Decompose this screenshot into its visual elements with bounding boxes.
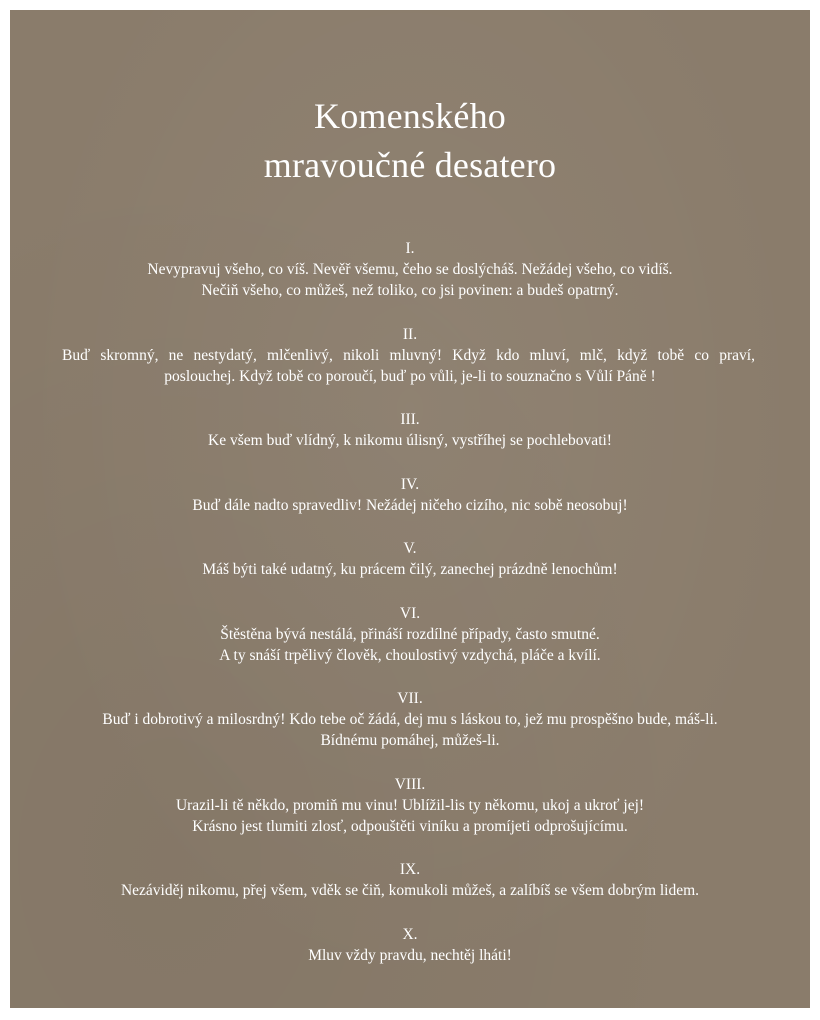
page-title	[10, 92, 810, 190]
commandment-list	[10, 238, 810, 988]
title-line-1: Komenského	[314, 96, 506, 136]
commandment-9	[10, 859, 810, 901]
commandment-10	[10, 924, 810, 966]
commandment-text: Mluv vždy pravdu, nechtěj lháti!	[308, 946, 512, 964]
commandment-1	[10, 238, 810, 301]
commandment-3	[10, 409, 810, 451]
commandment-numeral: IX.	[399, 861, 421, 878]
commandment-text: Ke všem buď vlídný, k nikomu úlisný, vystříhej se pochlebovati!	[208, 432, 612, 449]
commandment-4	[10, 474, 810, 516]
commandment-text: Nezáviděj nikomu, přej všem, vděk se čiň, komukoli můžeš, a zalíbíš se všem dobrým lidem.	[120, 882, 700, 899]
commandment-text: Máš býti také udatný, ku prácem čilý, zanechej prázdně lenochům!	[202, 561, 618, 578]
commandment-text: poslouchej. Když tobě co poroučí, buď po vůli, je-li to souznačno s Vůlí Páně !	[164, 367, 656, 385]
commandment-5	[10, 538, 810, 580]
commandment-numeral: V.	[403, 540, 417, 557]
commandment-text: Bídnému pomáhej, můžeš-li.	[320, 732, 500, 749]
commandment-text: Nečiň všeho, co můžeš, než toliko, co jsi povinen: a budeš opatrný.	[201, 282, 619, 299]
commandment-text: Urazil-li tě někdo, promiň mu vinu! Ublížil-lis ty někomu, ukoj a ukroť jej!	[175, 796, 645, 814]
commandment-text: Krásno jest tlumiti zlosť, odpouštěti viníku a promíjeti odprošujícímu.	[192, 817, 628, 835]
commandment-text: A ty snáší trpělivý člověk, choulostivý vzdychá, pláče a kvílí.	[219, 646, 601, 664]
commandment-2	[10, 324, 810, 387]
commandment-numeral: II.	[402, 325, 418, 343]
commandment-text: Štěstěna bývá nestálá, přináší rozdílné případy, často smutné.	[220, 625, 600, 643]
commandment-text: Buď dále nadto spravedliv! Nežádej ničeho cizího, nic sobě neosobuj!	[192, 496, 628, 514]
commandment-numeral: X.	[402, 925, 418, 943]
commandment-text: Nevypravuj všeho, co víš. Nevěř všemu, čeho se doslýcháš. Nežádej všeho, co vidíš.	[147, 261, 673, 278]
commandment-6	[10, 603, 810, 666]
plaque	[10, 10, 810, 1008]
commandment-text: Buď i dobrotivý a milosrdný! Kdo tebe oč žádá, dej mu s láskou to, jež mu prospěšno bude, máš-li.	[102, 711, 718, 728]
commandment-numeral: III.	[400, 411, 420, 428]
title-line-2: mravoučné desatero	[263, 145, 557, 185]
commandment-text: Buď skromný, ne nestydatý, mlčenlivý, nikoli mluvný! Když kdo mluví, mlč, když tobě co praví,	[62, 346, 755, 364]
commandment-8	[10, 774, 810, 837]
commandment-numeral: VI.	[399, 604, 421, 622]
commandment-7	[10, 688, 810, 751]
commandment-numeral: VII.	[397, 690, 423, 707]
commandment-numeral: VIII.	[394, 775, 426, 793]
commandment-numeral: I.	[405, 240, 415, 257]
commandment-numeral: IV.	[400, 475, 420, 493]
